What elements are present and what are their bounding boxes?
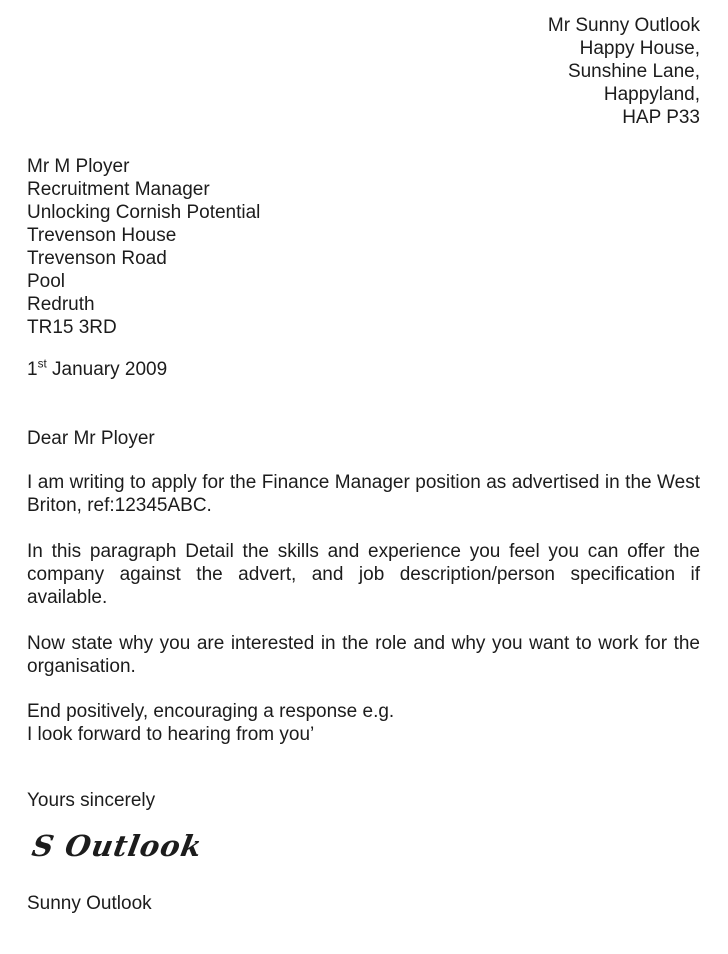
handwritten-signature: S Outlook xyxy=(29,829,206,863)
closing-line-1: End positively, encouraging a response e.g. xyxy=(27,701,395,722)
recipient-company: Unlocking Cornish Potential xyxy=(27,202,261,223)
body-paragraph-3: Now state why you are interested in the role and why you want to work for the organisation. xyxy=(27,633,700,677)
sender-address-line: Happy House, xyxy=(579,38,700,59)
recipient-title: Recruitment Manager xyxy=(27,179,210,200)
body-paragraph-2: In this paragraph Detail the skills and experience you feel you can offer the company against the advert, and job description/person specification if available. xyxy=(27,541,700,608)
sender-address-line: Sunshine Lane, xyxy=(567,61,700,82)
salutation: Dear Mr Ployer xyxy=(27,428,155,449)
recipient-name: Mr M Ployer xyxy=(27,156,130,177)
recipient-address-line: Trevenson House xyxy=(27,225,177,246)
sender-address-block xyxy=(27,14,700,129)
recipient-address-block xyxy=(27,155,700,339)
recipient-address-line: Redruth xyxy=(27,294,95,315)
closing-line-2: I look forward to hearing from you’ xyxy=(27,724,315,745)
sender-address-line: Mr Sunny Outlook xyxy=(547,15,700,36)
date-ordinal: st xyxy=(37,357,47,371)
recipient-postcode: TR15 3RD xyxy=(27,317,117,338)
closing-paragraph xyxy=(27,700,700,746)
recipient-address-line: Pool xyxy=(27,271,66,292)
date-day: 1 xyxy=(27,359,38,380)
recipient-address-line: Trevenson Road xyxy=(27,248,167,269)
typed-name: Sunny Outlook xyxy=(27,893,152,914)
letter-date xyxy=(27,358,700,381)
sender-address-line: Happyland, xyxy=(603,84,700,105)
sign-off: Yours sincerely xyxy=(27,790,156,811)
sender-address-line: HAP P33 xyxy=(622,107,700,128)
body-paragraph-1: I am writing to apply for the Finance Manager position as advertised in the West Briton, ref:12345ABC. xyxy=(27,472,700,516)
date-rest: January 2009 xyxy=(46,359,168,380)
